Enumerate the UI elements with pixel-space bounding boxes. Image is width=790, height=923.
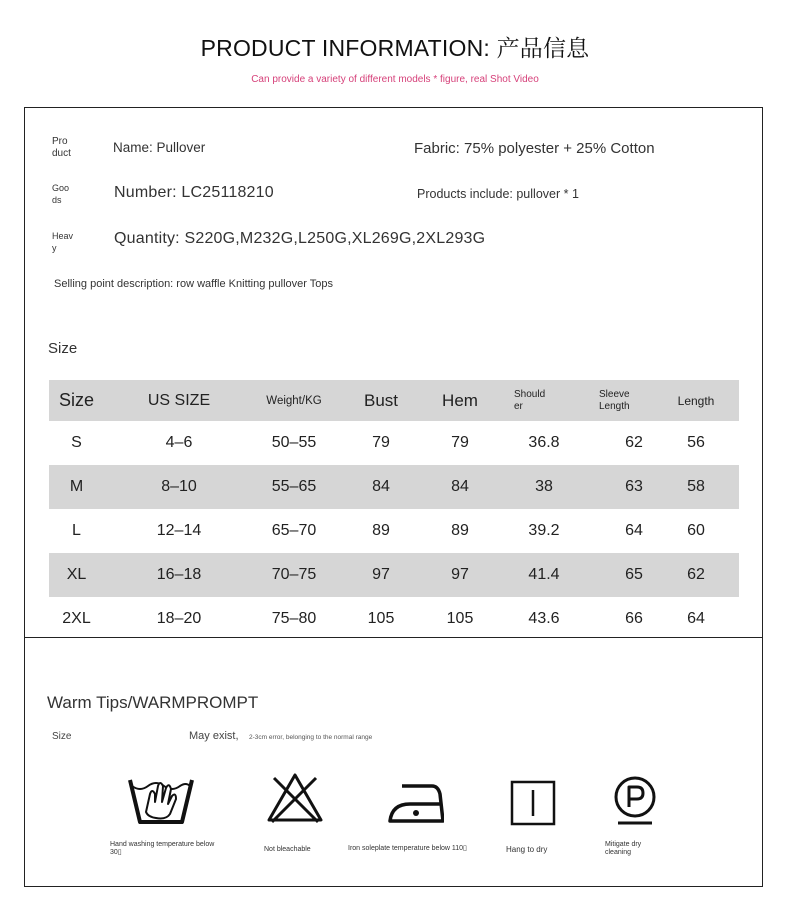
table-row	[49, 509, 739, 553]
tips-may-exist: May exist,	[189, 730, 239, 742]
cell-hem: 105	[446, 610, 474, 627]
cell-length: 62	[687, 566, 705, 583]
cell-size: 2XL	[62, 610, 91, 627]
cell-sleeve-length: 66	[625, 610, 643, 627]
table-row	[49, 465, 739, 509]
cell-shoulder: 36.8	[528, 434, 560, 451]
cell-sleeve-length: 64	[625, 522, 643, 539]
col-header-weight: Weight/KG	[266, 394, 322, 407]
warm-tips-heading: Warm Tips/WARMPROMPT	[47, 693, 259, 712]
size-heading: Size	[48, 340, 78, 357]
cell-us-size: 12–14	[156, 522, 202, 539]
tips-size-label: Size	[52, 731, 72, 742]
cell-weight: 70–75	[271, 566, 317, 583]
col-header-sleeve-length: Sleeve Length	[599, 388, 630, 412]
hand-wash-icon	[128, 772, 194, 830]
cell-weight: 65–70	[271, 522, 317, 539]
col-header-bust: Bust	[363, 390, 399, 410]
cell-length: 58	[687, 478, 705, 495]
product-quantity: Quantity: S220G,M232G,L250G,XL269G,2XL293G	[114, 230, 486, 247]
cell-hem: 79	[451, 434, 469, 451]
col-header-us-size: US SIZE	[147, 391, 211, 409]
selling-point: Selling point description: row waffle Knitting pullover Tops	[54, 278, 334, 290]
care-caption-dry-clean: Mitigate dry cleaning	[605, 841, 642, 856]
cell-size: M	[69, 478, 84, 495]
heavy-label: Heav y	[52, 231, 74, 253]
cell-size: XL	[66, 566, 87, 583]
cell-us-size: 8–10	[161, 478, 197, 495]
col-header-size: Size	[58, 390, 94, 410]
cell-shoulder: 43.6	[528, 610, 560, 627]
cell-us-size: 4–6	[165, 434, 193, 451]
size-table	[49, 380, 739, 641]
cell-bust: 97	[372, 566, 390, 583]
page-subtitle: Can provide a variety of different models * figure, real Shot Video	[251, 74, 539, 85]
dry-clean-icon	[612, 775, 658, 827]
cell-bust: 105	[367, 610, 395, 627]
page-title: PRODUCT INFORMATION: 产品信息	[200, 35, 590, 61]
cell-sleeve-length: 63	[625, 478, 643, 495]
cell-size: L	[72, 522, 81, 539]
products-include: Products include: pullover * 1	[417, 187, 579, 201]
iron-icon	[388, 782, 444, 824]
cell-length: 60	[687, 522, 705, 539]
care-caption-hang-dry: Hang to dry	[506, 845, 548, 854]
tips-error-note: 2-3cm error, belonging to the normal range	[249, 734, 373, 741]
cell-shoulder: 41.4	[528, 566, 560, 583]
cell-length: 64	[687, 610, 705, 627]
cell-shoulder: 39.2	[528, 522, 560, 539]
cell-us-size: 16–18	[156, 566, 202, 583]
cell-bust: 79	[372, 434, 390, 451]
care-caption-hand-wash: Hand washing temperature below 30▯	[110, 841, 215, 856]
cell-weight: 75–80	[271, 610, 317, 627]
care-caption-no-bleach: Not bleachable	[264, 846, 311, 853]
no-bleach-icon	[266, 772, 324, 824]
product-fabric: Fabric: 75% polyester + 25% Cotton	[414, 140, 655, 157]
cell-hem: 89	[451, 522, 469, 539]
cell-weight: 55–65	[271, 478, 317, 495]
col-header-hem: Hem	[442, 390, 478, 410]
goods-label: Goo ds	[52, 183, 70, 205]
cell-us-size: 18–20	[156, 610, 202, 627]
cell-weight: 50–55	[271, 434, 317, 451]
product-number: Number: LC25118210	[114, 184, 274, 201]
cell-hem: 97	[451, 566, 469, 583]
cell-size: S	[71, 434, 82, 451]
cell-bust: 84	[372, 478, 390, 495]
cell-bust: 89	[372, 522, 390, 539]
care-caption-iron: Iron soleplate temperature below 110▯	[348, 845, 467, 852]
cell-shoulder: 38	[535, 478, 553, 495]
product-name: Name: Pullover	[113, 140, 206, 155]
col-header-length: Length	[677, 393, 715, 408]
table-row	[49, 421, 739, 465]
hang-dry-icon	[510, 780, 556, 826]
cell-sleeve-length: 65	[625, 566, 643, 583]
product-label: Pro duct	[52, 136, 71, 159]
cell-hem: 84	[451, 478, 469, 495]
cell-length: 56	[687, 434, 705, 451]
cell-sleeve-length: 62	[625, 434, 643, 451]
size-table-header	[49, 380, 739, 421]
col-header-shoulder: Should er	[514, 388, 546, 412]
table-row	[49, 553, 739, 597]
table-row	[49, 597, 739, 641]
